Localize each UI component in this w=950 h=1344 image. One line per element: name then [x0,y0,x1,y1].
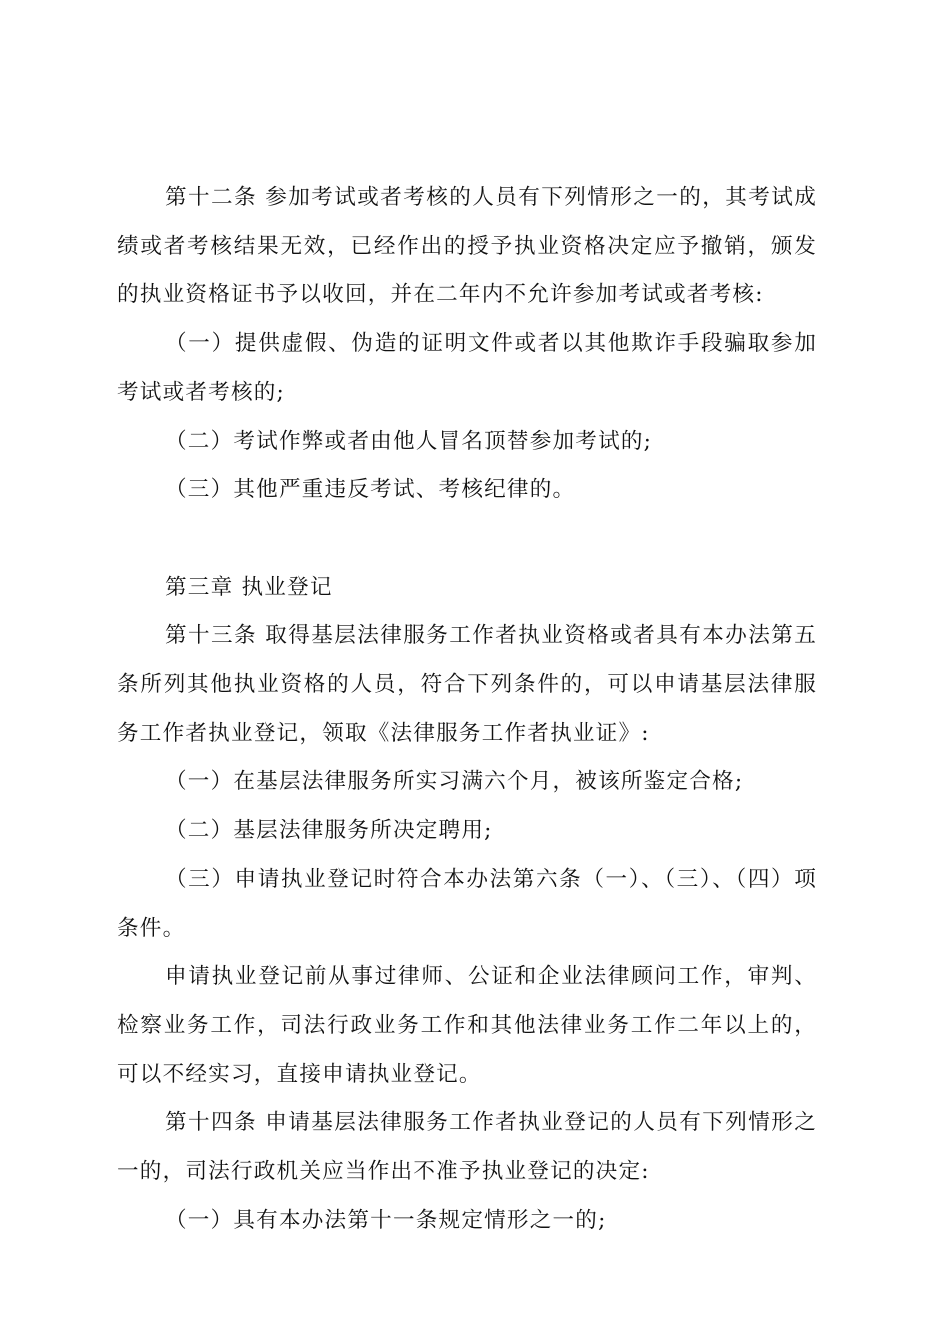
article-13: 第十三条 取得基层法律服务工作者执业资格或者具有本办法第五条所列其他执业资格的人员，符合下列条件的，可以申请基层法律服务工作者执业登记，领取《法律服务工作者执业证》: [117,623,817,746]
article-12: 第十二条 参加考试或者考核的人员有下列情形之一的，其考试成绩或者考核结果无效，已经作出的授予执业资格决定应予撤销，颁发的执业资格证书予以收回，并在二年内不允许参加考试或者考核: [117,185,817,308]
article-14: 第十四条 申请基层法律服务工作者执业登记的人员有下列情形之一的，司法行政机关应当作出不准予执业登记的决定: [117,1110,817,1185]
article-12-item-3: （三）其他严重违反考试、考核纪律的。 [165,477,576,503]
article-14-item-1: （一）具有本办法第十一条规定情形之一的; [165,1207,607,1233]
section-spacer [117,515,817,564]
article-12-item-1: （一）提供虚假、伪造的证明文件或者以其他欺诈手段骗取参加考试或者考核的; [117,331,817,405]
article-12-item-2: （二）考试作弊或者由他人冒名顶替参加考试的; [165,428,653,454]
chapter-3-heading: 第三章 执业登记 [165,574,333,600]
article-13-item-3: （三）申请执业登记时符合本办法第六条（一）、（三）、（四）项条件。 [117,866,817,941]
document-body [117,174,817,1245]
article-13-item-2: （二）基层法律服务所决定聘用; [165,818,493,844]
article-13-exemption: 申请执业登记前从事过律师、公证和企业法律顾问工作，审判、检察业务工作，司法行政业务工作和其他法律业务工作二年以上的，可以不经实习，直接申请执业登记。 [117,964,817,1087]
article-13-item-1: （一）在基层法律服务所实习满六个月，被该所鉴定合格; [165,769,744,795]
